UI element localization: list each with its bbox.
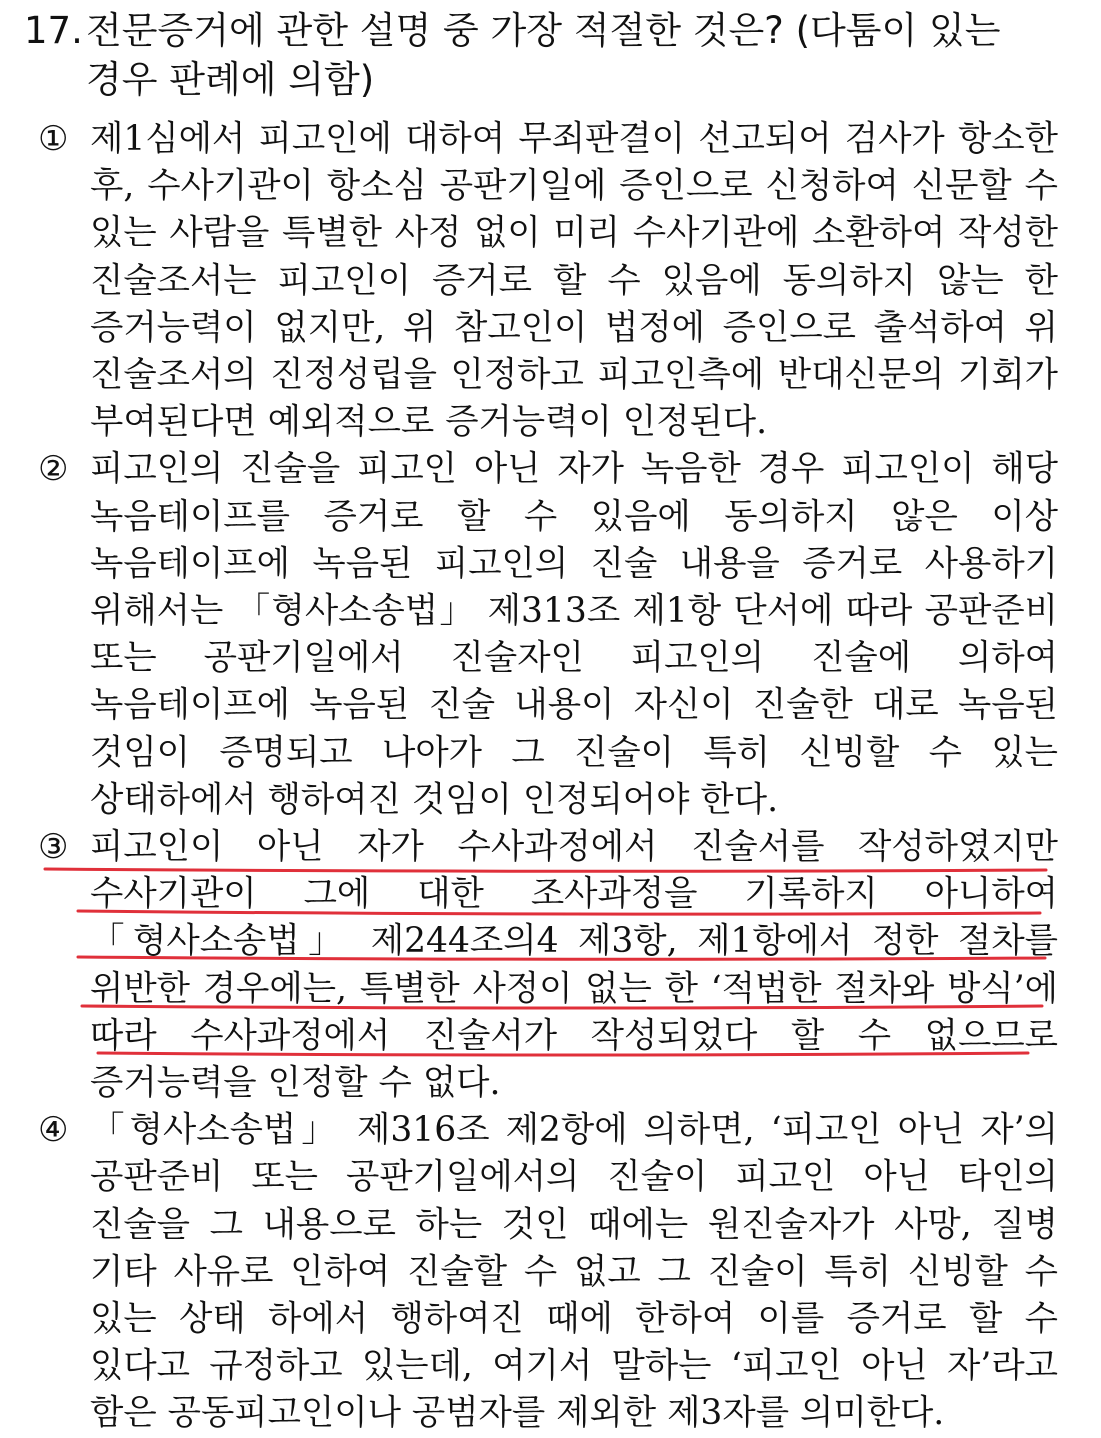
option-text: 피고인의 진술을 피고인 아닌 자가 녹음한 경우 피고인이 해당 녹음테이프를 증거로 할 수 있음에 동의하지 않은 이상 녹음테이프에 녹음된 피고인의 진술 내용을 증거로 사용하기 위해서는 「형사소송법」 제313조 제1항 단서에 따라 공판준비 또는 공판기일에서 진술자인 피고인의 진술에 의하여 녹음테이프에 녹음된 진술 내용이 자신이 진술한 대로 녹음된 것임이 증명되고 나아가 그 진술이 특히 신빙할 수 있는 상태하에서 행하여진 것임이 인정되어야 한다. (90, 449, 1058, 820)
option-marker: ③ (38, 827, 69, 868)
question-text: 전문증거에 관한 설명 중 가장 적절한 것은? (다툼이 있는 경우 판례에 의함) (86, 9, 1001, 101)
option-marker: ④ (38, 1110, 69, 1151)
option-2 (38, 446, 1058, 824)
option-text: 피고인이 아닌 자가 수사과정에서 진술서를 작성하였지만 수사기관이 그에 대한 조사과정을 기록하지 아니하여 「형사소송법」 제244조의4 제3항, 제1항에서 정한 절차를 위반한 경우에는, 특별한 사정이 없는 한 ‘적법한 절차와 방식’에 따라 수사과정에서 진술서가 작성되었다 할 수 없으므로 증거능력을 인정할 수 없다. (90, 827, 1058, 1104)
answer-options (38, 116, 1058, 1438)
question-number: 17. (24, 9, 83, 52)
option-4 (38, 1107, 1058, 1437)
option-3 (38, 824, 1058, 1107)
question-heading (24, 6, 1064, 104)
option-text: 제1심에서 피고인에 대하여 무죄판결이 선고되어 검사가 항소한 후, 수사기관이 항소심 공판기일에 증인으로 신청하여 신문할 수 있는 사람을 특별한 사정 없이 미리 수사기관에 소환하여 작성한 진술조서는 피고인이 증거로 할 수 있음에 동의하지 않는 한 증거능력이 없지만, 위 참고인이 법정에 증인으로 출석하여 위 진술조서의 진정성립을 인정하고 피고인측에 반대신문의 기회가 부여된다면 예외적으로 증거능력이 인정된다. (90, 119, 1058, 443)
option-text: 「형사소송법」 제316조 제2항에 의하면, ‘피고인 아닌 자’의 공판준비 또는 공판기일에서의 진술이 피고인 아닌 타인의 진술을 그 내용으로 하는 것인 때에는 원진술자가 사망, 질병 기타 사유로 인하여 진술할 수 없고 그 진술이 특히 신빙할 수 있는 상태 하에서 행하여진 때에 한하여 이를 증거로 할 수 있다고 규정하고 있는데, 여기서 말하는 ‘피고인 아닌 자’라고 함은 공동피고인이나 공범자를 제외한 제3자를 의미한다. (90, 1110, 1058, 1434)
option-1 (38, 116, 1058, 446)
option-marker: ② (38, 449, 69, 490)
option-marker: ① (38, 119, 69, 159)
